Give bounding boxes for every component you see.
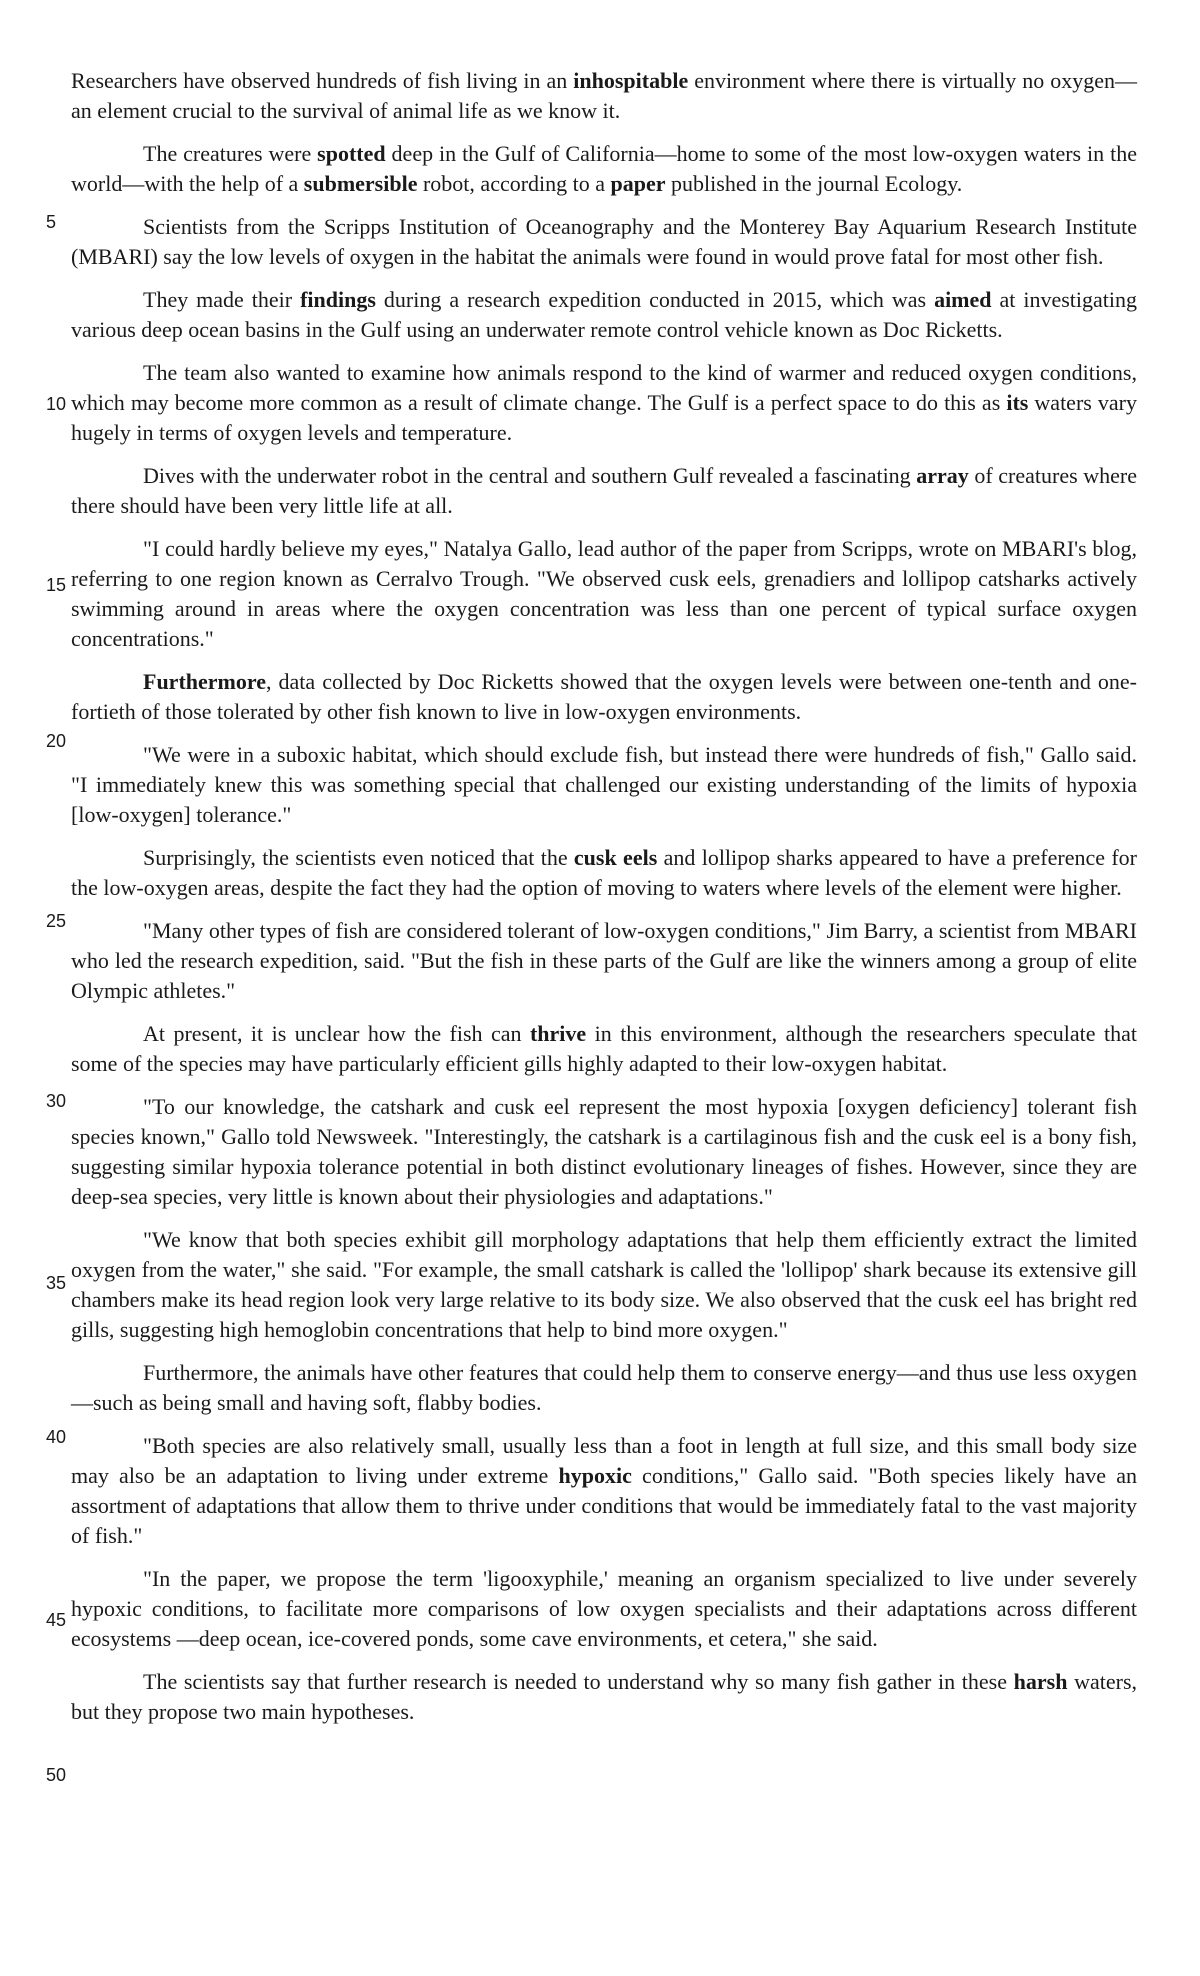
vocabulary-term: array (916, 463, 969, 488)
text-run: "Both species are also relatively small, usually less than a foot in length at full size, and this small body size may also be an adaptation to living under extreme (71, 1433, 1137, 1488)
text-run: Scientists from the Scripps Institution of Oceanography and the Monterey Bay Aquarium Research Institute (MBARI) say the low levels of oxygen in the habitat the animals were found in would prove fatal for most other fish. (71, 214, 1137, 269)
line-number: 25 (46, 911, 67, 931)
text-run: Researchers have observed hundreds of fish living in an (71, 68, 574, 93)
line-number: 40 (46, 1427, 67, 1447)
vocabulary-term: hypoxic (558, 1463, 632, 1488)
paragraph (71, 667, 1137, 727)
text-run: waters, but they propose two main hypotheses. (71, 1669, 1138, 1724)
line-number: 50 (46, 1765, 67, 1785)
text-run: "To our knowledge, the catshark and cusk eel represent the most hypoxia [oxygen deficiency] tolerant fish species known," Gallo told Newsweek. "Interestingly, the catshark is a cartilaginous fish and the cusk eel is a bony fish, suggesting similar hypoxia tolerance potential in both distinct evolutionary lineages of fishes. However, since they are deep-sea species, very little is known about their physiologies and adaptations." (71, 1094, 1137, 1209)
vocabulary-term: aimed (934, 287, 992, 312)
text-run: of creatures where there should have been very little life at all. (71, 463, 1137, 518)
text-run: "Many other types of fish are considered tolerant of low-oxygen conditions," Jim Barry, a scientist from MBARI who led the research expedition, said. "But the fish in these parts of the Gulf are like the winners among a group of elite Olympic athletes." (71, 918, 1137, 1003)
line-number: 45 (46, 1610, 67, 1630)
paragraph (71, 534, 1137, 654)
vocabulary-term: thrive (529, 1021, 587, 1046)
text-run: At present, it is unclear how the fish can (143, 1021, 530, 1046)
paragraph (71, 212, 1137, 272)
paragraph (71, 139, 1137, 199)
text-run: "We know that both species exhibit gill morphology adaptations that help them efficiently extract the limited oxygen from the water," she said. "For example, the small catshark is called the 'lollipop' shark because its extensive gill chambers make its head region look very large relative to its body size. We also observed that the cusk eel has bright red gills, suggesting high hemoglobin concentrations that help to bind more oxygen." (71, 1227, 1137, 1342)
paragraph (71, 916, 1137, 1006)
text-run: Surprisingly, the scientists even noticed that the (143, 845, 574, 870)
line-number: 15 (46, 575, 67, 595)
line-number: 10 (46, 394, 67, 414)
text-run: The team also wanted to examine how animals respond to the kind of warmer and reduced oxygen conditions, which may become more common as a result of climate change. The Gulf is a perfect space to do this as (71, 360, 1137, 415)
line-number: 20 (46, 731, 67, 751)
text-run: at investigating various deep ocean basins in the Gulf using an underwater remote control vehicle known as Doc Ricketts. (71, 287, 1138, 342)
paragraph (71, 1667, 1137, 1727)
text-run: deep in the Gulf of California—home to some of the most low-oxygen waters in the world—with the help of a (71, 141, 1137, 196)
paragraph (71, 843, 1137, 903)
text-run: environment where there is virtually no oxygen—an element crucial to the survival of animal life as we know it. (71, 68, 1137, 123)
text-run: Furthermore, the animals have other features that could help them to conserve energy—and thus use less oxygen—such as being small and having soft, flabby bodies. (71, 1360, 1137, 1415)
text-run: "We were in a suboxic habitat, which should exclude fish, but instead there were hundreds of fish," Gallo said. "I immediately knew this was something special that challenged our existing understanding of the limits of hypoxia [low-oxygen] tolerance." (71, 742, 1137, 827)
text-run: The scientists say that further research is needed to understand why so many fish gather in these (143, 1669, 1014, 1694)
text-run: published in the journal Ecology. (665, 171, 963, 196)
document-body (71, 66, 1137, 1740)
text-run: during a research expedition conducted in 2015, which was (375, 287, 935, 312)
line-number: 35 (46, 1273, 67, 1293)
text-run: conditions," Gallo said. "Both species likely have an assortment of adaptations that allow them to thrive under conditions that would be immediately fatal to the vast majority of fish." (71, 1463, 1137, 1548)
vocabulary-term: its (1006, 390, 1029, 415)
text-run: "I could hardly believe my eyes," Natalya Gallo, lead author of the paper from Scripps, wrote on MBARI's blog, referring to one region known as Cerralvo Trough. "We observed cusk eels, grenadiers and lollipop catsharks actively swimming around in areas where the oxygen concentration was less than one percent of typical surface oxygen concentrations." (71, 536, 1137, 651)
text-run: Dives with the underwater robot in the central and southern Gulf revealed a fascinating (143, 463, 917, 488)
paragraph (71, 1564, 1137, 1654)
text-run: "In the paper, we propose the term 'ligooxyphile,' meaning an organism specialized to live under severely hypoxic conditions, to facilitate more comparisons of low oxygen specialists and their adaptations across different ecosystems —deep ocean, ice-covered ponds, some cave environments, et cetera," she said. (71, 1566, 1137, 1651)
paragraph (71, 461, 1137, 521)
vocabulary-term: Furthermore (143, 669, 266, 694)
vocabulary-term: spotted (317, 141, 386, 166)
text-run: waters vary hugely in terms of oxygen levels and temperature. (71, 390, 1137, 445)
vocabulary-term: paper (610, 171, 666, 196)
text-run: robot, according to a (417, 171, 611, 196)
paragraph (71, 1019, 1137, 1079)
text-run: They made their (143, 287, 301, 312)
paragraph (71, 66, 1137, 126)
paragraph (71, 285, 1137, 345)
paragraph (71, 1358, 1137, 1418)
paragraph (71, 1225, 1137, 1345)
vocabulary-term: cusk eels (573, 845, 658, 870)
paragraph (71, 1431, 1137, 1551)
line-number: 5 (46, 212, 57, 232)
text-run: The creatures were (143, 141, 318, 166)
text-run: in this environment, although the researchers speculate that some of the species may have particularly efficient gills highly adapted to their low-oxygen habitat. (71, 1021, 1137, 1076)
text-run: , data collected by Doc Ricketts showed that the oxygen levels were between one-tenth and one-fortieth of those tolerated by other fish known to live in low-oxygen environments. (71, 669, 1137, 724)
vocabulary-term: submersible (303, 171, 418, 196)
vocabulary-term: inhospitable (573, 68, 689, 93)
paragraph (71, 740, 1137, 830)
paragraph (71, 1092, 1137, 1212)
line-number: 30 (46, 1091, 67, 1111)
paragraph (71, 358, 1137, 448)
vocabulary-term: harsh (1013, 1669, 1068, 1694)
vocabulary-term: findings (300, 287, 376, 312)
text-run: and lollipop sharks appeared to have a preference for the low-oxygen areas, despite the fact they had the option of moving to waters where levels of the element were higher. (71, 845, 1137, 900)
